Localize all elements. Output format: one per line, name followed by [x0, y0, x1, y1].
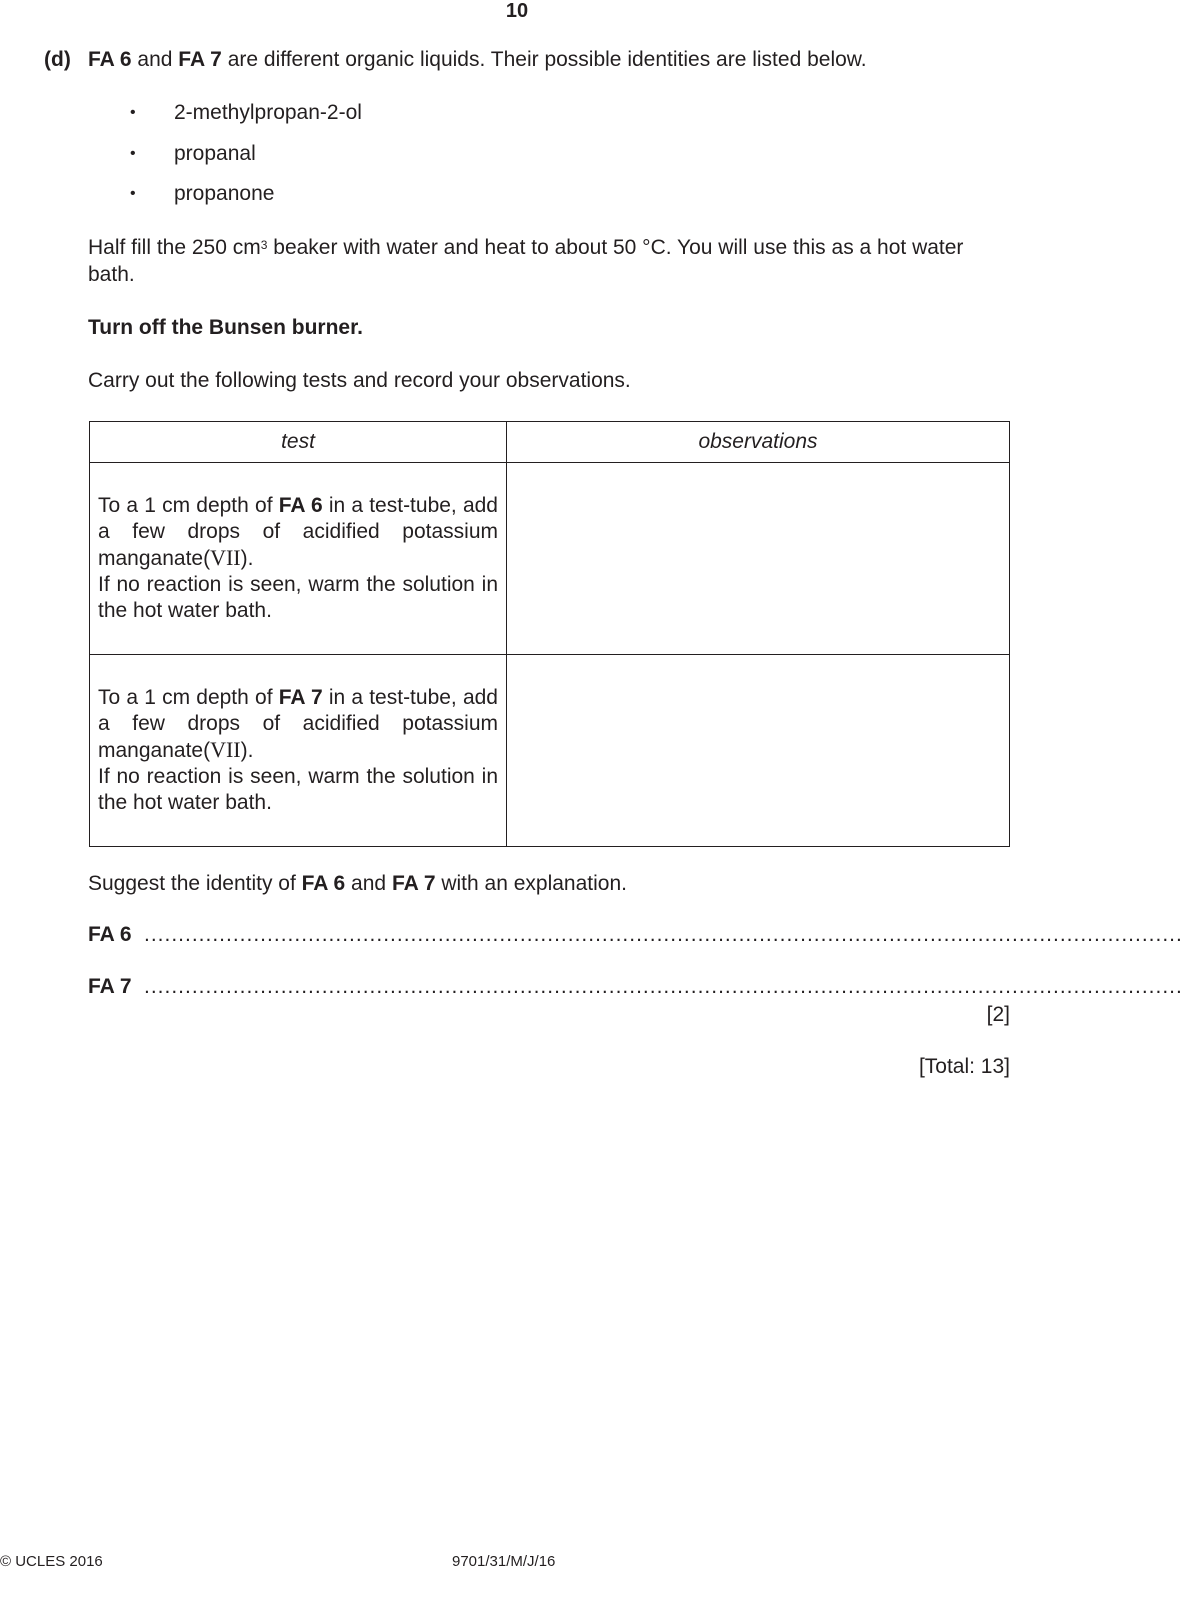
- test-cell: To a 1 cm depth of FA 7 in a test-tube, add a few drops of acidified potassium manganate(VII). If no reaction is seen, warm the solution in the hot water bath.: [90, 655, 507, 847]
- part-label: (d): [44, 48, 71, 71]
- footer-code: 9701/31/M/J/16: [452, 1553, 556, 1570]
- fa6-answer-label: FA 6: [88, 923, 132, 946]
- identity-item: propanone: [174, 182, 275, 205]
- fa6-answer-line[interactable]: ........................................................................................................................................................: [144, 923, 1183, 946]
- marks-label: [2]: [986, 1003, 1010, 1026]
- identity-item: 2-methylpropan-2-ol: [174, 101, 362, 124]
- header-observations: observations: [507, 422, 1010, 463]
- fa7-answer-label: FA 7: [88, 975, 132, 998]
- fa7-ref: FA 7: [178, 48, 222, 71]
- identity-item: propanal: [174, 142, 256, 165]
- table-row: [90, 463, 1010, 655]
- header-test: test: [90, 422, 507, 463]
- observation-cell[interactable]: [507, 655, 1010, 847]
- footer-copyright: © UCLES 2016: [0, 1553, 103, 1570]
- table-header-row: [90, 422, 1010, 463]
- instruction-heat: Half fill the 250 $cm^3$ beaker with water and heat to about 50 °C. You will use this as a hot water bath.: [88, 236, 964, 286]
- suggest-prompt: Suggest the identity of FA 6 and FA 7 with an explanation.: [88, 872, 627, 895]
- total-marks: [Total: 13]: [918, 1055, 1010, 1078]
- page-number: 10: [505, 0, 529, 22]
- table-row: [90, 655, 1010, 847]
- instruction-tests: Carry out the following tests and record your observations.: [88, 369, 631, 392]
- bullet-icon: •: [130, 185, 136, 202]
- observation-cell[interactable]: [507, 463, 1010, 655]
- observations-table: [89, 421, 1010, 847]
- fa7-answer-line[interactable]: ........................................................................................................................................................: [144, 975, 1183, 998]
- bullet-icon: •: [130, 104, 136, 121]
- bullet-icon: •: [130, 145, 136, 162]
- fa6-ref: FA 6: [88, 48, 132, 71]
- warning-text: Turn off the Bunsen burner.: [88, 316, 363, 339]
- intro-text: FA 6 and FA 7 are different organic liquids. Their possible identities are listed below.: [88, 48, 867, 71]
- test-cell: To a 1 cm depth of FA 6 in a test-tube, add a few drops of acidified potassium manganate(VII). If no reaction is seen, warm the solution in the hot water bath.: [90, 463, 507, 655]
